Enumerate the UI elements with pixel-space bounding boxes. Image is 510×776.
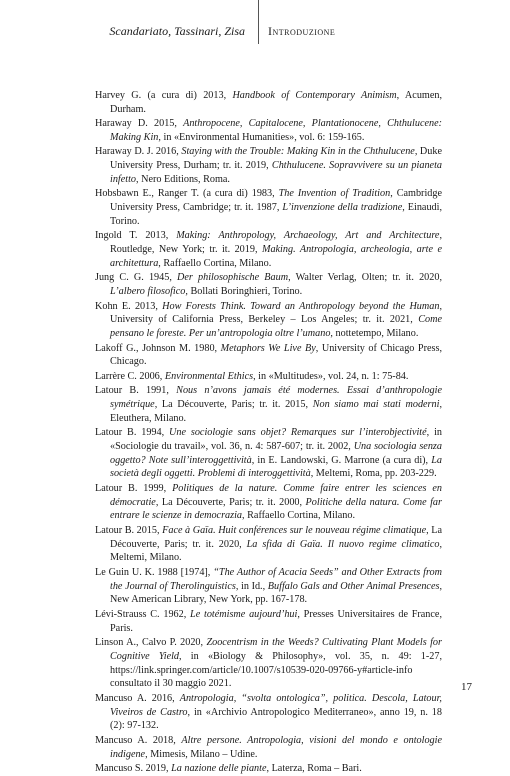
bibliography-entry	[95, 229, 442, 270]
bibliography-entry	[95, 187, 442, 228]
entry-text: Latour B. 1999,	[95, 482, 173, 494]
entry-title-text: Politiche della natura. Come far entrare le scienze in democrazia	[110, 496, 442, 522]
entry-text: , Einaudi, Torino.	[110, 202, 443, 227]
page-number: 17	[461, 681, 472, 693]
bibliography-entry	[95, 762, 442, 776]
entry-title-text: Making: Anthropology, Archaeology, Art and Architecture	[176, 230, 440, 242]
entry-text: , in Id.,	[235, 580, 268, 592]
entry-title-text: Der philosophische Baum	[177, 272, 289, 284]
entry-title-text: Handbook of Contemporary Animism	[232, 90, 397, 101]
entry-text: , Walter Verlag, Olten; tr. it. 2020,	[288, 272, 442, 284]
entry-text: , Cambridge University Press, Cambridge; tr. it. 1987,	[110, 188, 442, 214]
entry-text: Larrère C. 2006,	[95, 370, 165, 382]
entry-text: Mancuso A. 2016,	[95, 692, 180, 704]
entry-text: , Meltemi, Milano.	[110, 538, 442, 564]
entry-text: , University of Chicago Press, Chicago.	[110, 342, 442, 368]
bibliography-entry	[95, 426, 442, 481]
bibliography-entry	[95, 117, 442, 145]
bibliography-entry	[95, 734, 442, 762]
entry-text: Hobsbawn E., Ranger T. (a cura di) 1983,	[95, 188, 279, 200]
entry-text: Mancuso S. 2019,	[95, 762, 172, 774]
bibliography-entry	[95, 692, 442, 733]
entry-text: , La Découverte, Paris; tr. it. 2000,	[155, 496, 306, 508]
entry-title-text: Face à Gaïa. Huit conférences sur le nouveau régime climatique	[162, 524, 427, 536]
entry-text: , Nero Editions, Roma.	[136, 173, 230, 185]
entry-text: , in E. Landowski, G. Marrone (a cura di),	[251, 454, 432, 466]
bibliography-entry	[95, 342, 442, 370]
entry-text: Haraway D. J. 2016,	[95, 146, 182, 158]
entry-title-text: Staying with the Trouble: Making Kin in the Chthulucene	[181, 146, 415, 158]
entry-text: Lakoff G., Johnson M. 1980,	[95, 342, 221, 354]
running-header	[0, 0, 510, 56]
entry-text: Linson A., Calvo P. 2020,	[95, 636, 207, 648]
entry-text: , University of California Press, Berkeley – Los Angeles; tr. it. 2021,	[110, 300, 442, 326]
entry-text: Latour B. 1994,	[95, 427, 170, 439]
entry-title-text: Una sociologia senza oggetto? Note sull’interoggettività	[110, 440, 442, 466]
bibliography-entry	[95, 482, 442, 523]
entry-text: , in «Multitudes», vol. 24, n. 1: 75-84.	[253, 370, 409, 382]
bibliography-entry	[95, 89, 442, 117]
entry-title-text: Come pensano le foreste. Per un’antropologia oltre l’umano	[110, 314, 442, 340]
entry-text: , in «Archivio Antropologico Mediterraneo», anno 19, n. 18 (2): 97-132.	[110, 706, 442, 732]
header-authors: Scandariato, Tassinari, Zisa	[109, 24, 245, 38]
entry-title-text: Buffalo Gals and Other Animal Presences	[267, 580, 440, 592]
entry-text: Latour B. 1991,	[95, 385, 177, 397]
entry-text: , La Découverte, Paris; tr. it. 2015,	[154, 398, 313, 410]
bibliography-entry	[95, 300, 442, 341]
entry-text: , in «Environmental Humanities», vol. 6: 159-165.	[158, 131, 365, 143]
entry-title-text: Making. Antropologia, archeologia, arte e architettura	[110, 244, 442, 269]
entry-text: , Laterza, Roma – Bari.	[266, 762, 362, 774]
bibliography-list	[95, 89, 442, 776]
bibliography-entry	[95, 145, 442, 186]
entry-title-text: Le totémisme aujourd’hui	[190, 608, 298, 620]
entry-title-text: Altre persone. Antropologia, visioni del mondo e ontologie indigene	[110, 734, 442, 760]
entry-text: , Acumen, Durham.	[110, 90, 442, 115]
entry-text: , in «Sociologie du travail», vol. 36, n. 4: 587-607; tr. it. 2002,	[110, 427, 442, 452]
header-divider	[258, 0, 259, 44]
entry-text: , Mimesis, Milano – Udine.	[145, 748, 258, 760]
entry-text: , Routledge, New York; tr. it. 2019,	[110, 230, 442, 256]
entry-title-text: “The Author of Acacia Seeds” and Other Extracts from the Journal of Therolinguistics	[110, 566, 442, 592]
bibliography-entry	[95, 566, 442, 607]
entry-title-text: Metaphors We Live By	[220, 342, 316, 354]
entry-text: Lévi-Strauss C. 1962,	[95, 608, 191, 620]
entry-text: Haraway D. 2015,	[95, 118, 184, 130]
entry-text: , nottetempo, Milano.	[330, 328, 419, 340]
entry-text: , La Découverte, Paris; tr. it. 2020,	[110, 524, 442, 550]
header-section-title: Introduzione	[268, 24, 336, 38]
entry-text: Jung C. G. 1945,	[95, 272, 178, 284]
entry-title-text: The Invention of Tradition	[278, 188, 391, 200]
entry-title-text: L’albero filosofico	[110, 286, 186, 298]
bibliography-entry	[95, 370, 442, 384]
entry-text: Ingold T. 2013,	[95, 230, 177, 242]
entry-text: Harvey G. (a cura di) 2013,	[95, 90, 233, 101]
entry-text: , Duke University Press, Durham; tr. it. 2019,	[110, 146, 443, 172]
entry-title-text: La sfida di Gaïa. Il nuovo regime climatico	[246, 538, 440, 550]
entry-text: Le Guin U. K. 1988 [1974],	[95, 566, 214, 578]
entry-title-text: Politiques de la nature. Comme faire entrer les sciences en démocratie	[110, 482, 443, 508]
entry-text: , Eleuthera, Milano.	[110, 398, 442, 424]
entry-title-text: Antropologia, “svolta ontologica”, politica. Descola, Latour, Viveiros de Castro	[110, 692, 442, 718]
entry-title-text: La società degli oggetti. Problemi di interoggettività	[110, 454, 442, 480]
entry-text: , New American Library, New York, pp. 167-178.	[110, 580, 442, 606]
entry-title-text: Une sociologie sans objet? Remarques sur l’interobjectivité	[169, 427, 427, 439]
entry-title-text: Environmental Ethics	[164, 370, 254, 382]
entry-title-text: La nazione delle piante	[171, 762, 267, 774]
entry-text: Kohn E. 2013,	[95, 300, 163, 312]
entry-title-text: Non siamo mai stati moderni	[312, 398, 440, 410]
entry-text: Latour B. 2015,	[95, 524, 163, 536]
entry-text: , Presses Universitaires de France, Paris.	[110, 608, 442, 634]
entry-title-text: L’invenzione della tradizione	[282, 202, 403, 214]
entry-text: , Bollati Boringhieri, Torino.	[185, 286, 303, 298]
entry-text: Mancuso A. 2018,	[95, 734, 182, 746]
bibliography-entry	[95, 271, 442, 299]
entry-title-text: How Forests Think. Toward an Anthropology beyond the Human	[162, 300, 440, 312]
entry-text: , Meltemi, Roma, pp. 203-229.	[310, 468, 437, 480]
bibliography-entry	[95, 608, 442, 636]
entry-text: , Raffaello Cortina, Milano.	[242, 510, 356, 522]
bibliography-entry	[95, 524, 442, 565]
entry-text: , Raffaello Cortina, Milano.	[158, 257, 272, 269]
entry-title-text: Chthulucene. Sopravvivere su un pianeta infetto	[110, 160, 442, 185]
entry-title-text: Anthropocene, Capitalocene, Plantationocene, Chthulucene: Making Kin	[110, 118, 442, 143]
entry-title-text: Zoocentrism in the Weeds? Cultivating Plant Models for Cognitive Yield	[110, 636, 442, 662]
bibliography-entry	[95, 636, 442, 691]
entry-title-text: Nous n’avons jamais été modernes. Essai d’anthropologie symétrique	[110, 385, 442, 410]
entry-text: , in «Biology & Philosophy», vol. 35, n. 49: 1-27, https://link.springer.com/article/10.1007/s10539-020-09766-y#article-info consultato il 30 maggio 2021.	[110, 650, 443, 690]
bibliography-entry	[95, 384, 442, 425]
